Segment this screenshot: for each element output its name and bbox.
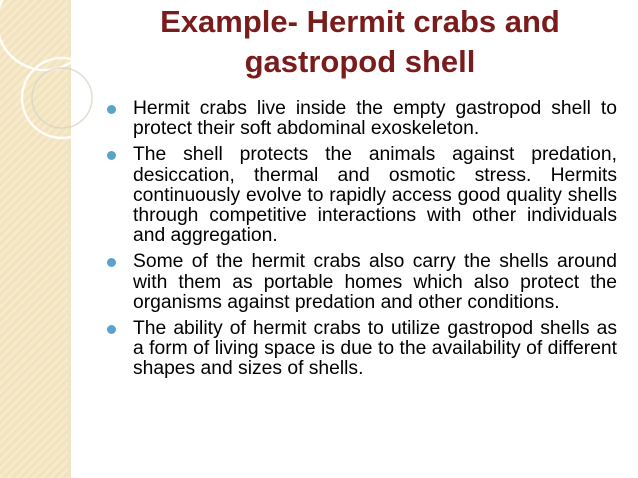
slide-title (95, 2, 625, 82)
bullet-text: Some of the hermit crabs also carry the shells around with them as portable homes which also protect the organisms against predation and other conditions. (133, 251, 617, 313)
bullet-text: The shell protects the animals against predation, desiccation, thermal and osmotic stress. Hermits continuously evolve to rapidly access good quality shells through competitive interactions with other individuals and aggregation. (133, 144, 617, 247)
bullet-item (107, 252, 617, 313)
decorative-circles-icon (0, 0, 90, 200)
slide-title-line-1: Example- Hermit crabs and (160, 4, 560, 39)
bullet-dot-icon (107, 258, 116, 267)
slide-title-line-2: gastropod shell (244, 44, 476, 79)
bullet-dot-icon (107, 151, 116, 160)
bullet-text: The ability of hermit crabs to utilize gastropod shells as a form of living space is due to the availability of different shapes and sizes of shells. (133, 318, 617, 380)
bullet-item (107, 145, 617, 246)
bullet-item (107, 99, 617, 139)
bullet-list (107, 99, 617, 386)
bullet-item (107, 319, 617, 380)
bullet-text: Hermit crabs live inside the empty gastropod shell to protect their soft abdominal exoskeleton. (133, 98, 617, 140)
bullet-dot-icon (107, 105, 116, 114)
bullet-dot-icon (107, 325, 116, 334)
